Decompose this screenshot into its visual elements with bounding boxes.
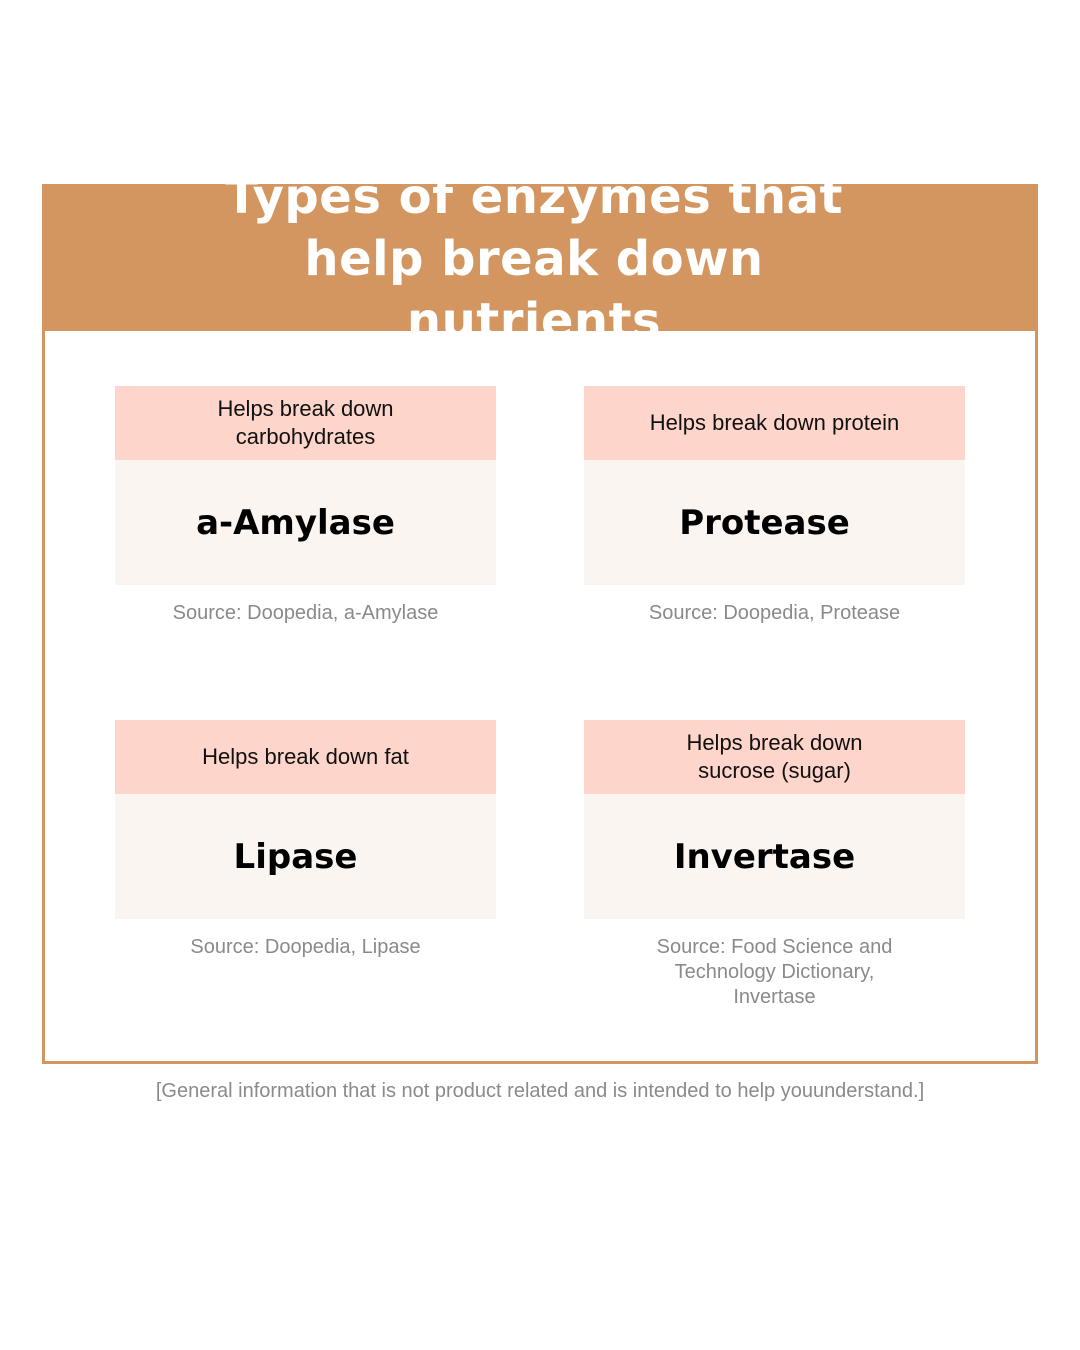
page-title: Types of enzymes that help break down nutrients [225, 169, 843, 349]
enzyme-name: Protease [584, 460, 965, 585]
enzyme-source: Source: Doopedia, a-Amylase [172, 602, 439, 624]
disclaimer-note: [General information that is not product related and is intended to help youunderstand.] [155, 1080, 925, 1102]
enzyme-function-label: Helps break down protein [584, 386, 965, 460]
enzyme-card-invertase [584, 720, 965, 1010]
enzyme-name: Lipase [115, 794, 496, 919]
enzyme-source: Source: Doopedia, Lipase [190, 936, 421, 958]
header-banner [45, 169, 1035, 349]
enzyme-source: Source: Doopedia, Protease [648, 602, 901, 624]
enzyme-name: a-Amylase [115, 460, 496, 585]
enzyme-card-protease [584, 386, 965, 626]
enzyme-function-label: Helps break down carbohydrates [115, 386, 496, 460]
enzyme-name: Invertase [584, 794, 965, 919]
enzyme-function-label: Helps break down sucrose (sugar) [584, 720, 965, 794]
enzyme-source: Source: Food Science and Technology Dictionary, Invertase [656, 936, 893, 1008]
enzyme-card-amylase [115, 386, 496, 626]
enzyme-card-lipase [115, 720, 496, 960]
enzyme-infographic-frame [42, 169, 1038, 1064]
enzyme-function-label: Helps break down fat [115, 720, 496, 794]
